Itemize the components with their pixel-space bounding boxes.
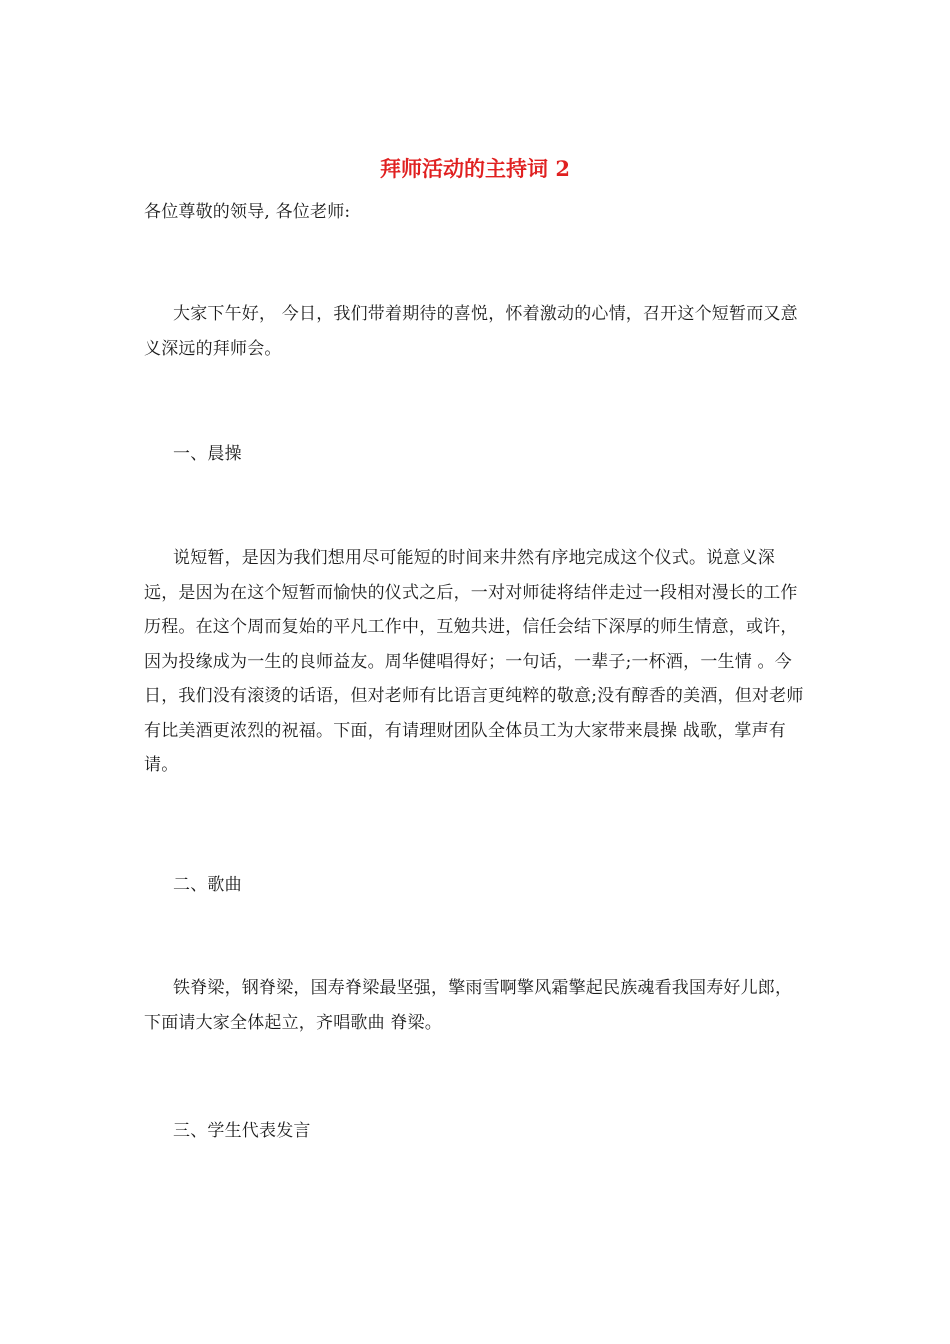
section-heading-song: 二、歌曲 <box>173 875 242 895</box>
document-title: 拜师活动的主持词 2 <box>380 156 570 181</box>
intro-paragraph: 大家下午好， 今日，我们带着期待的喜悦，怀着激动的心情，召开这个短暂而又意义深远的拜师会。 <box>144 304 798 359</box>
section-body-morning-exercise: 说短暂，是因为我们想用尽可能短的时间来井然有序地完成这个仪式。说意义深远，是因为在这个短暂而愉快的仪式之后，一对对师徒将结伴走过一段相对漫长的工作历程。在这个周而复始的平凡工作中，互勉共进，信任会结下深厚的师生情意，或许，因为投缘成为一生的良师益友。周华健唱得好；一句话，一辈子;一杯酒，一生情 。今日，我们没有滚烫的话语，但对老师有比语言更纯粹的敬意;没有醇香的美酒，但对老师有比美酒更浓烈的祝福。下面，有请理财团队全体员工为大家带来晨操 战歌，掌声有请。 <box>144 548 804 775</box>
section-body-song: 铁脊梁，钢脊梁，国寿脊梁最坚强，擎雨雪啊擎风霜擎起民族魂看我国寿好儿郎，下面请大家全体起立，齐唱歌曲 脊梁。 <box>144 978 793 1033</box>
section-heading-student-speech: 三、学生代表发言 <box>173 1121 311 1141</box>
section-heading-morning-exercise: 一、晨操 <box>173 444 242 464</box>
greeting-text: 各位尊敬的领导, 各位老师: <box>144 202 351 222</box>
